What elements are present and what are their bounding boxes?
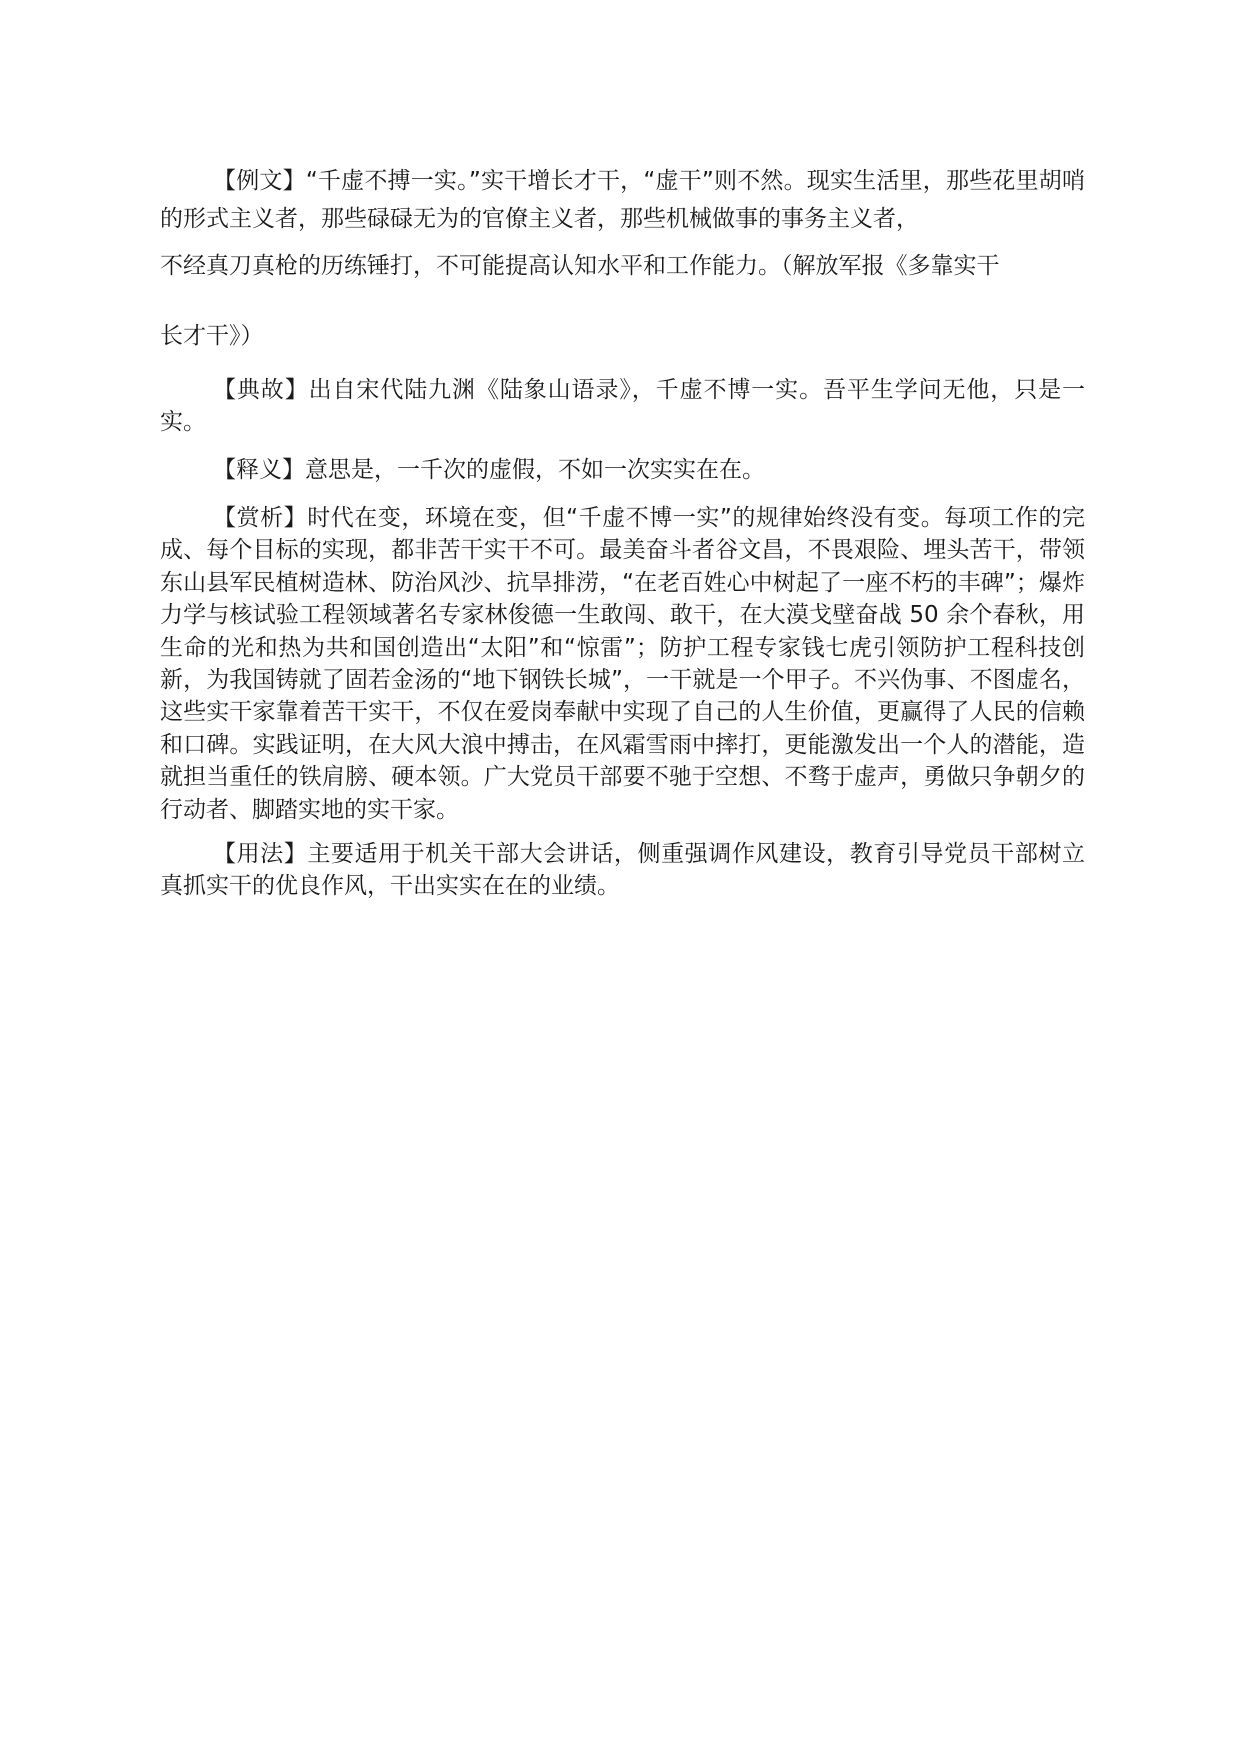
example-label: 【例文】 xyxy=(213,168,306,194)
allusion-paragraph xyxy=(160,374,1085,438)
meaning-text: 意思是，一千次的虚假，不如一次实实在在。 xyxy=(305,457,765,483)
analysis-text: 时代在变，环境在变，但“千虚不博一实”的规律始终没有变。每项工作的完成、每个目标的实现，都非苦干实干不可。最美奋斗者谷文昌，不畏艰险、埋头苦干，带领东山县军民植树造林、防治风沙、抗旱排涝，“在老百姓心中树起了一座不朽的丰碑”；爆炸力学与核试验工程领域著名专家林俊德一生敢闯、敢干，在大漠戈壁奋战 50 余个春秋，用生命的光和热为共和国创造出“太阳”和“惊雷”；防护工程专家钱七虎引领防护工程科技创新，为我国铸就了固若金汤的“地下钢铁长城”，一干就是一个甲子。不兴伪事、不图虚名，这些实干家靠着苦干实干，不仅在爱岗奉献中实现了自己的人生价值，更赢得了人民的信赖和口碑。实践证明，在大风大浪中搏击，在风霜雪雨中摔打，更能激发出一个人的潜能，造就担当重任的铁肩膀、硬本领。广大党员干部要不驰于空想、不骛于虚声，勇做只争朝夕的行动者、脚踏实地的实干家。 xyxy=(160,505,1085,823)
allusion-label: 【典故】 xyxy=(213,377,309,403)
allusion-text: 出自宋代陆九渊《陆象山语录》，千虚不博一实。吾平生学问无他，只是一实。 xyxy=(160,377,1086,435)
example-paragraph xyxy=(160,162,1085,364)
usage-text: 主要适用于机关干部大会讲话，侧重强调作风建设，教育引导党员干部树立真抓实干的优良作风，干出实实在在的业绩。 xyxy=(160,841,1086,899)
meaning-label: 【释义】 xyxy=(213,457,305,483)
usage-label: 【用法】 xyxy=(213,841,308,867)
analysis-label: 【赏析】 xyxy=(213,505,308,531)
meaning-paragraph xyxy=(160,454,1085,486)
analysis-paragraph xyxy=(160,502,1085,826)
usage-paragraph xyxy=(160,838,1085,902)
example-citation-line-2: 长才干》） xyxy=(160,323,264,349)
example-citation-line-1: 不经真刀真枪的历练锤打，不可能提高认知水平和工作能力。（解放军报《多靠实干 xyxy=(160,253,1000,279)
example-text: “千虚不搏一实。”实干增长才干，“虚干”则不然。现实生活里，那些花里胡哨的形式主义者，那些碌碌无为的官僚主义者，那些机械做事的事务主义者， xyxy=(160,168,1085,232)
